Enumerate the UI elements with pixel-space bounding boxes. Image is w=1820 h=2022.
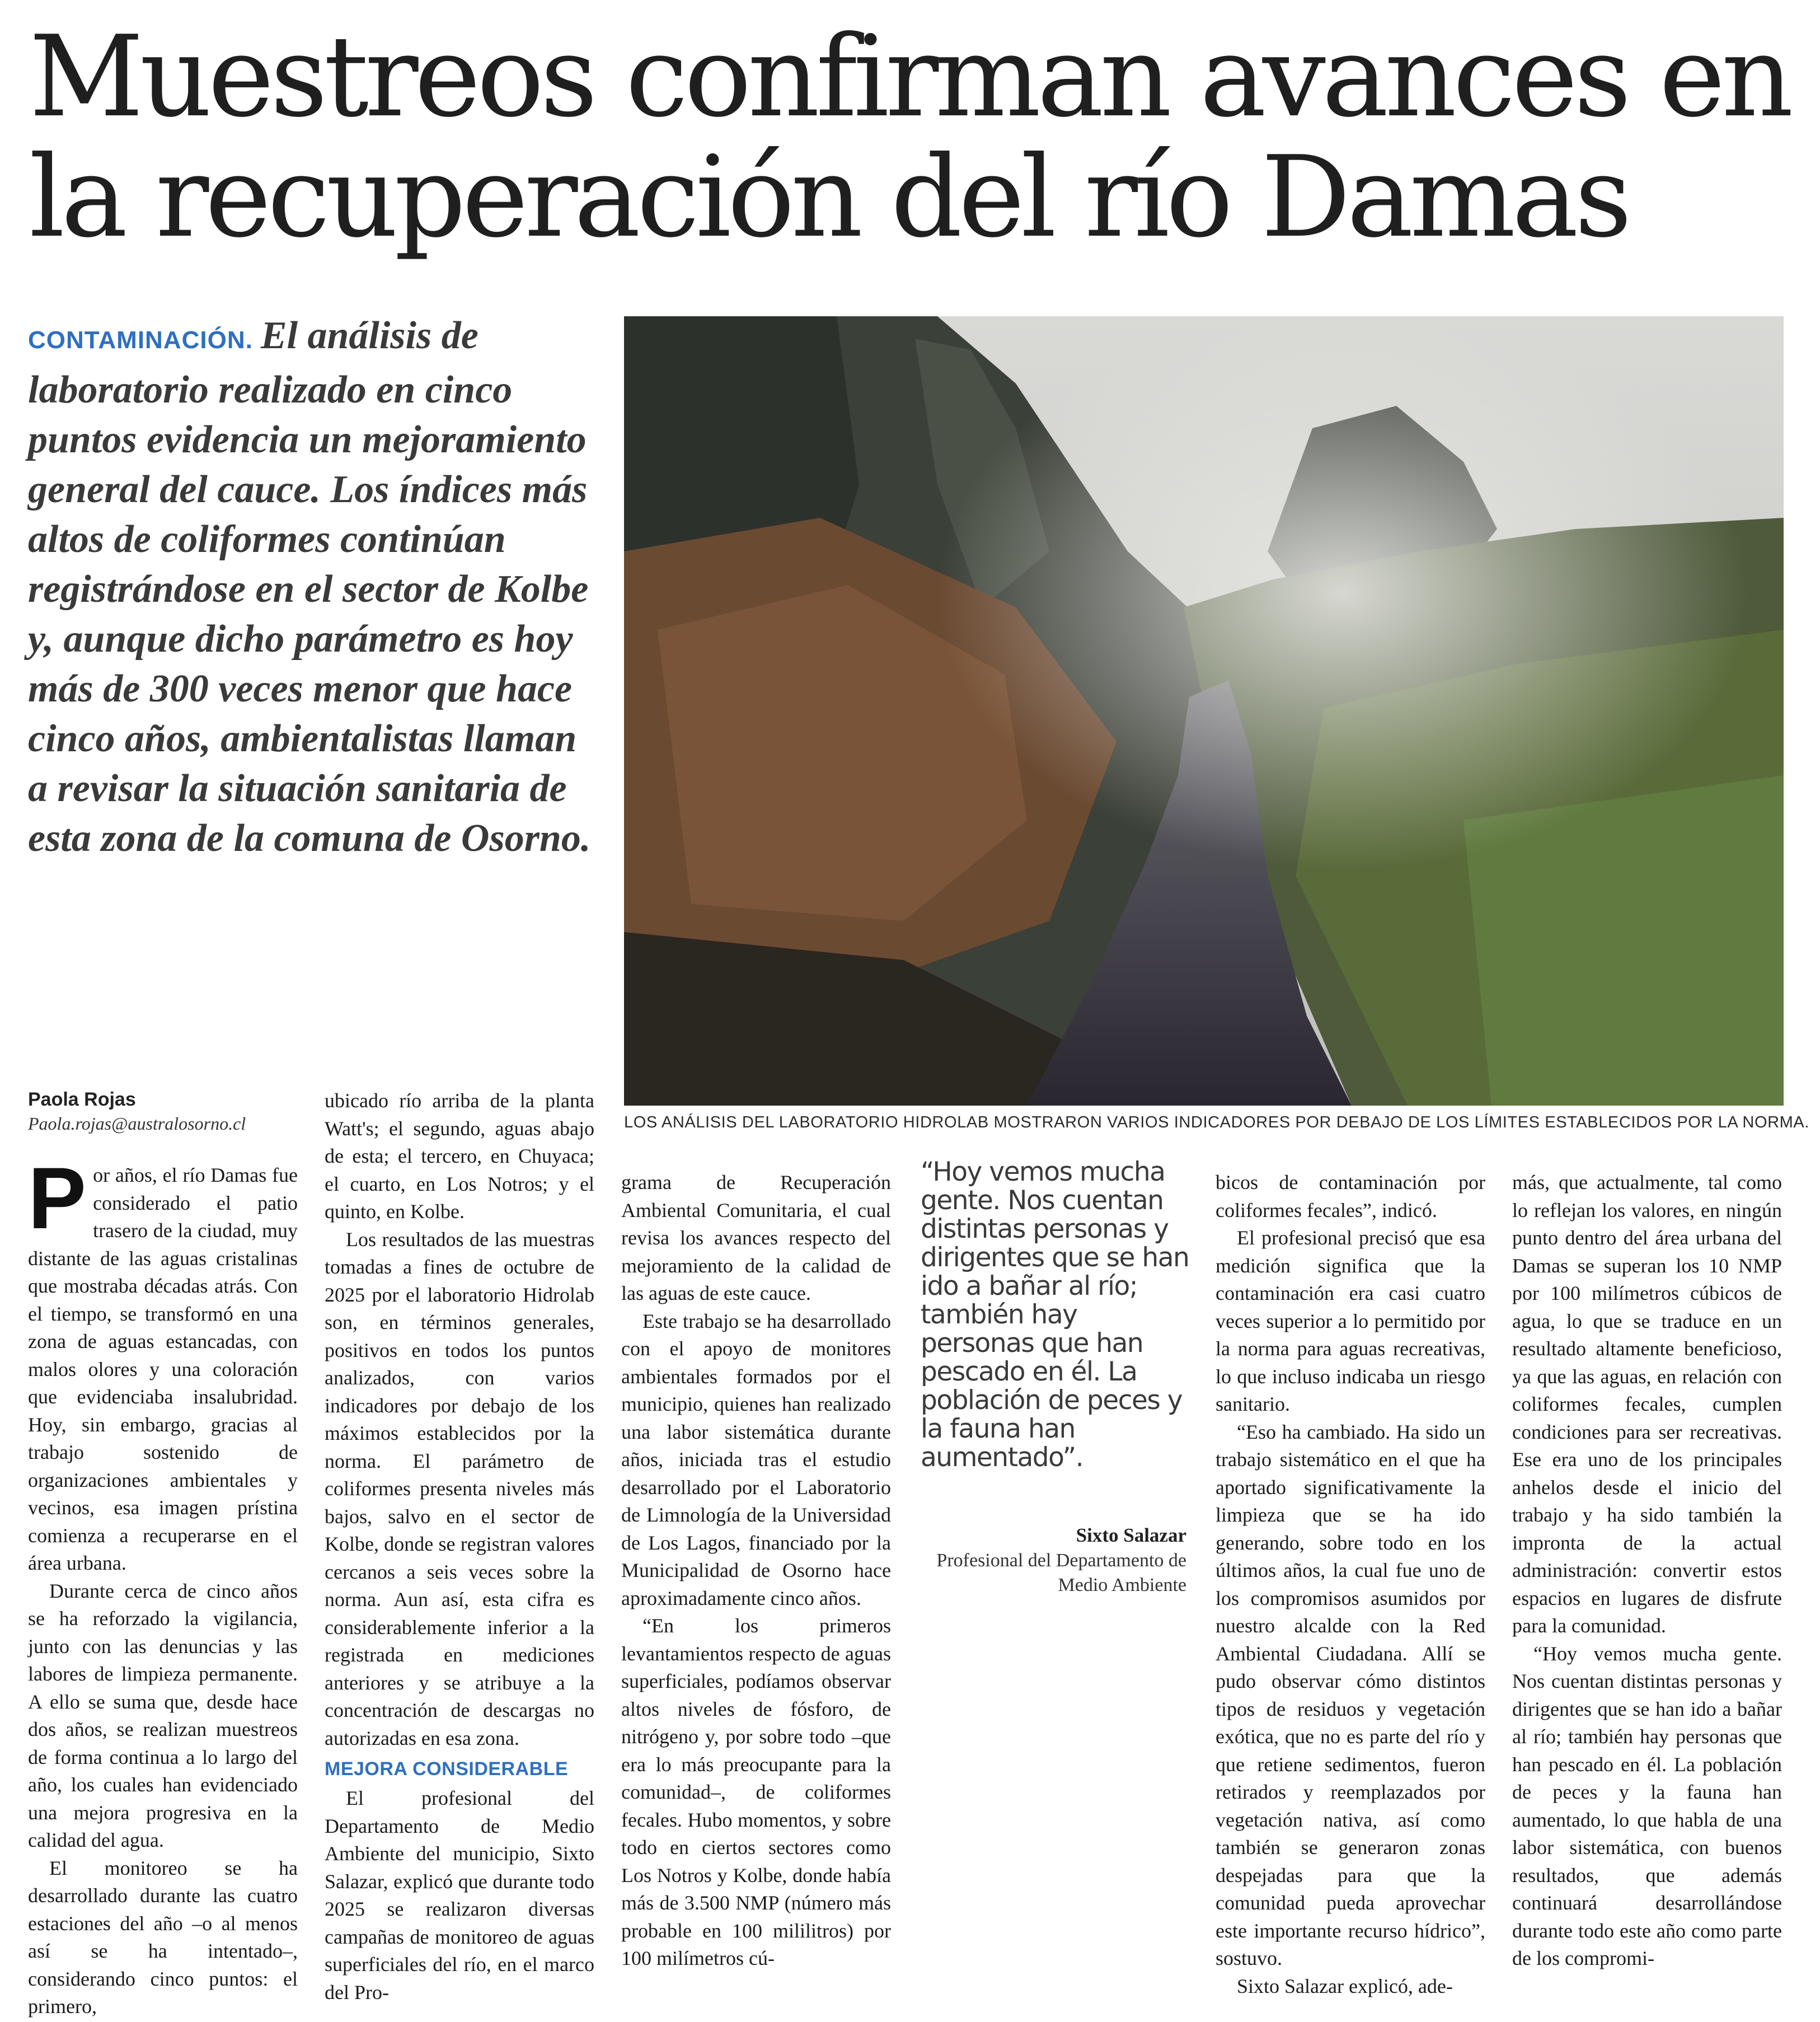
body-paragraph: Durante cerca de cinco años se ha reforzado la vigilancia, junto con las denuncias y las labores de limpieza permanente. A ello se suma que, desde hace dos años, se realizan muestreos de forma continua a lo largo del año, los cuales han evidenciado una mejora progresiva en la calidad del agua.: [28, 1579, 298, 1851]
subheading: MEJORA CONSIDERABLE: [325, 1758, 569, 1780]
body-paragraph: más, que actualmente, tal como lo reflejan los valores, en ningún punto dentro del área urbana del Damas se superan los 10 NMP por 100 milímetros cúbicos de agua, lo que se traduce en un resultado altamente beneficioso, ya que las aguas, en relación con coliformes fecales, cumplen condiciones para ser recreativas. Ese era uno de los principales anhelos desde el inicio del trabajo y ha sido también la impronta de la actual administración: convertir estos espacios en lugares de disfrute para la comunidad.: [1512, 1171, 1782, 1637]
photo-caption: LOS ANÁLISIS DEL LABORATORIO HIDROLAB MOSTRARON VARIOS INDICADORES POR DEBAJO DE LOS LÍMITES ESTABLECIDOS POR LA NORMA.: [624, 1113, 1809, 1131]
pull-quote-author: Sixto Salazar: [1076, 1524, 1186, 1546]
body-paragraph: Los resultados de las muestras tomadas a fines de octubre de 2025 por el laboratorio Hidrolab son, en términos generales, positivos en todos los puntos analizados, con varios indicadores por debajo de los máximos establecidos por la norma. El parámetro de coliformes presenta niveles más bajos, salvo en el sector de Kolbe, donde se registran valores cercanos a seis veces sobre la norma. Aun así, esta cifra es considerablemente inferior a la registrada en mediciones anteriores y se atribuye a la concentración de descargas no autorizadas en esa zona.: [325, 1228, 594, 1749]
author-email: Paola.rojas@australosorno.cl: [28, 1113, 246, 1134]
lead-paragraph: [28, 311, 604, 863]
body-paragraph: [28, 1150, 298, 1578]
body-column-2: [325, 1087, 594, 2006]
body-column-5: [1216, 1169, 1485, 2000]
body-paragraph: “Hoy vemos mucha gente. Nos cuentan distintas personas y dirigentes que se han ido a bañar al río; también hay personas que han pescado en él. La población de peces y la fauna han aumentado, lo que habla de una labor sistemática, con buenos resultados, que además continuará desarrollándose durante todo este año como parte de los compromi-: [1512, 1642, 1782, 1969]
body-paragraph: El profesional del Departamento de Medio Ambiente del municipio, Sixto Salazar, explicó que durante todo 2025 se realizaron diversas campañas de monitoreo de aguas superficiales del río, en el marco del Pro-: [325, 1787, 594, 2004]
pull-quote: “Hoy vemos mucha gente. Nos cuentan distintas personas y dirigentes que se han ido a bañar al río; también hay personas que han pescado en él. La población de peces y la fauna han aumentado”.: [921, 1157, 1189, 1473]
river-photo: [624, 316, 1784, 1106]
author-name: Paola Rojas: [28, 1089, 136, 1110]
body-paragraph: grama de Recuperación Ambiental Comunitaria, el cual revisa los avances respecto del mejoramiento de la calidad de las aguas de este cauce.: [621, 1171, 891, 1304]
body-paragraph: El monitoreo se ha desarrollado durante las cuatro estaciones del año –o al menos así se ha intentado–, considerando cinco puntos: el primero,: [28, 1856, 298, 2018]
body-column-6: [1512, 1169, 1782, 1973]
body-paragraph: Sixto Salazar explicó, ade-: [1237, 1974, 1453, 1997]
body-paragraph: Este trabajo se ha desarrollado con el apoyo de monitores ambientales formados por el municipio, quienes han realizado una labor sistemática durante años, iniciada tras el estudio desarrollado por el Laboratorio de Limnología de la Universidad de Los Lagos, financiado por la Municipalidad de Osorno hace aproximadamente cinco años.: [621, 1309, 891, 1609]
river-photo-illustration: [624, 316, 1784, 1106]
paragraph-text: or años, el río Damas fue considerado el patio trasero de la ciudad, muy distante de las aguas cristalinas que mostraba décadas atrás. Con el tiempo, se transformó en una zona de aguas estancadas, con malos olores y una coloración que evidenciaba insalubridad. Hoy, sin embargo, gracias al trabajo sostenido de organizaciones ambientales y vecinos, esa imagen prístina comienza a recuperarse en el área urbana.: [28, 1164, 298, 1574]
drop-cap: P: [28, 1150, 87, 1247]
pull-quote-role: Profesional del Departamento de Medio Ambiente: [936, 1550, 1186, 1595]
body-paragraph: bicos de contaminación por coliformes fecales”, indicó.: [1216, 1171, 1485, 1221]
pull-quote-attribution: [907, 1523, 1186, 1598]
body-column-1: [28, 1150, 298, 2021]
lead-text: El análisis de laboratorio realizado en cinco puntos evidencia un mejoramiento general del cauce. Los índices más altos de coliformes continúan registrándose en el sector de Kolbe y, aunque dicho parámetro es hoy más de 300 veces menor que hace cinco años, ambientalistas llaman a revisar la situación sanitaria de esta zona de la comuna de Osorno.: [28, 314, 591, 860]
section-kicker: CONTAMINACIÓN.: [28, 326, 253, 354]
body-column-3: [621, 1169, 891, 1973]
byline: [28, 1087, 297, 1135]
body-paragraph: ubicado río arriba de la planta Watt's; el segundo, aguas abajo de esta; el tercero, en Chuyaca; el cuarto, en Los Notros; y el quinto, en Kolbe.: [325, 1089, 594, 1223]
body-paragraph: El profesional precisó que esa medición significa que la contaminación era casi cuatro veces superior a lo permitido por la norma para aguas recreativas, lo que incluso indicaba un riesgo sanitario.: [1216, 1227, 1485, 1415]
body-paragraph: “Eso ha cambiado. Ha sido un trabajo sistemático en el que ha aportado significativamente la limpieza que se ha ido generando, sobre todo en los últimos años, la cual fue uno de los compromisos asumidos por nuestro alcalde con la Red Ambiental Ciudadana. Allí se pudo observar cómo distintos tipos de residuos y vegetación exótica, que no es parte del río y que retiene sedimentos, fueron retirados y reemplazados por vegetación nativa, así como también se generaron zonas despejadas para que la comunidad pueda aprovechar este importante recurso hídrico”, sostuvo.: [1216, 1420, 1485, 1969]
headline-line-1: Muestreos confirman avances en: [29, 12, 1790, 142]
headline-line-2: la recuperación del río Damas: [29, 132, 1629, 263]
headline: [29, 12, 1792, 263]
body-paragraph: “En los primeros levantamientos respecto de aguas superficiales, podíamos observar altos niveles de fósforo, de nitrógeno y, por sobre todo –que era lo más preocupante para la comunidad–, de coliformes fecales. Hubo momentos, y sobre todo en ciertos sectores como Los Notros y Kolbe, donde había más de 3.500 NMP (número más probable en 100 mililitros) por 100 milímetros cú-: [621, 1614, 891, 1969]
